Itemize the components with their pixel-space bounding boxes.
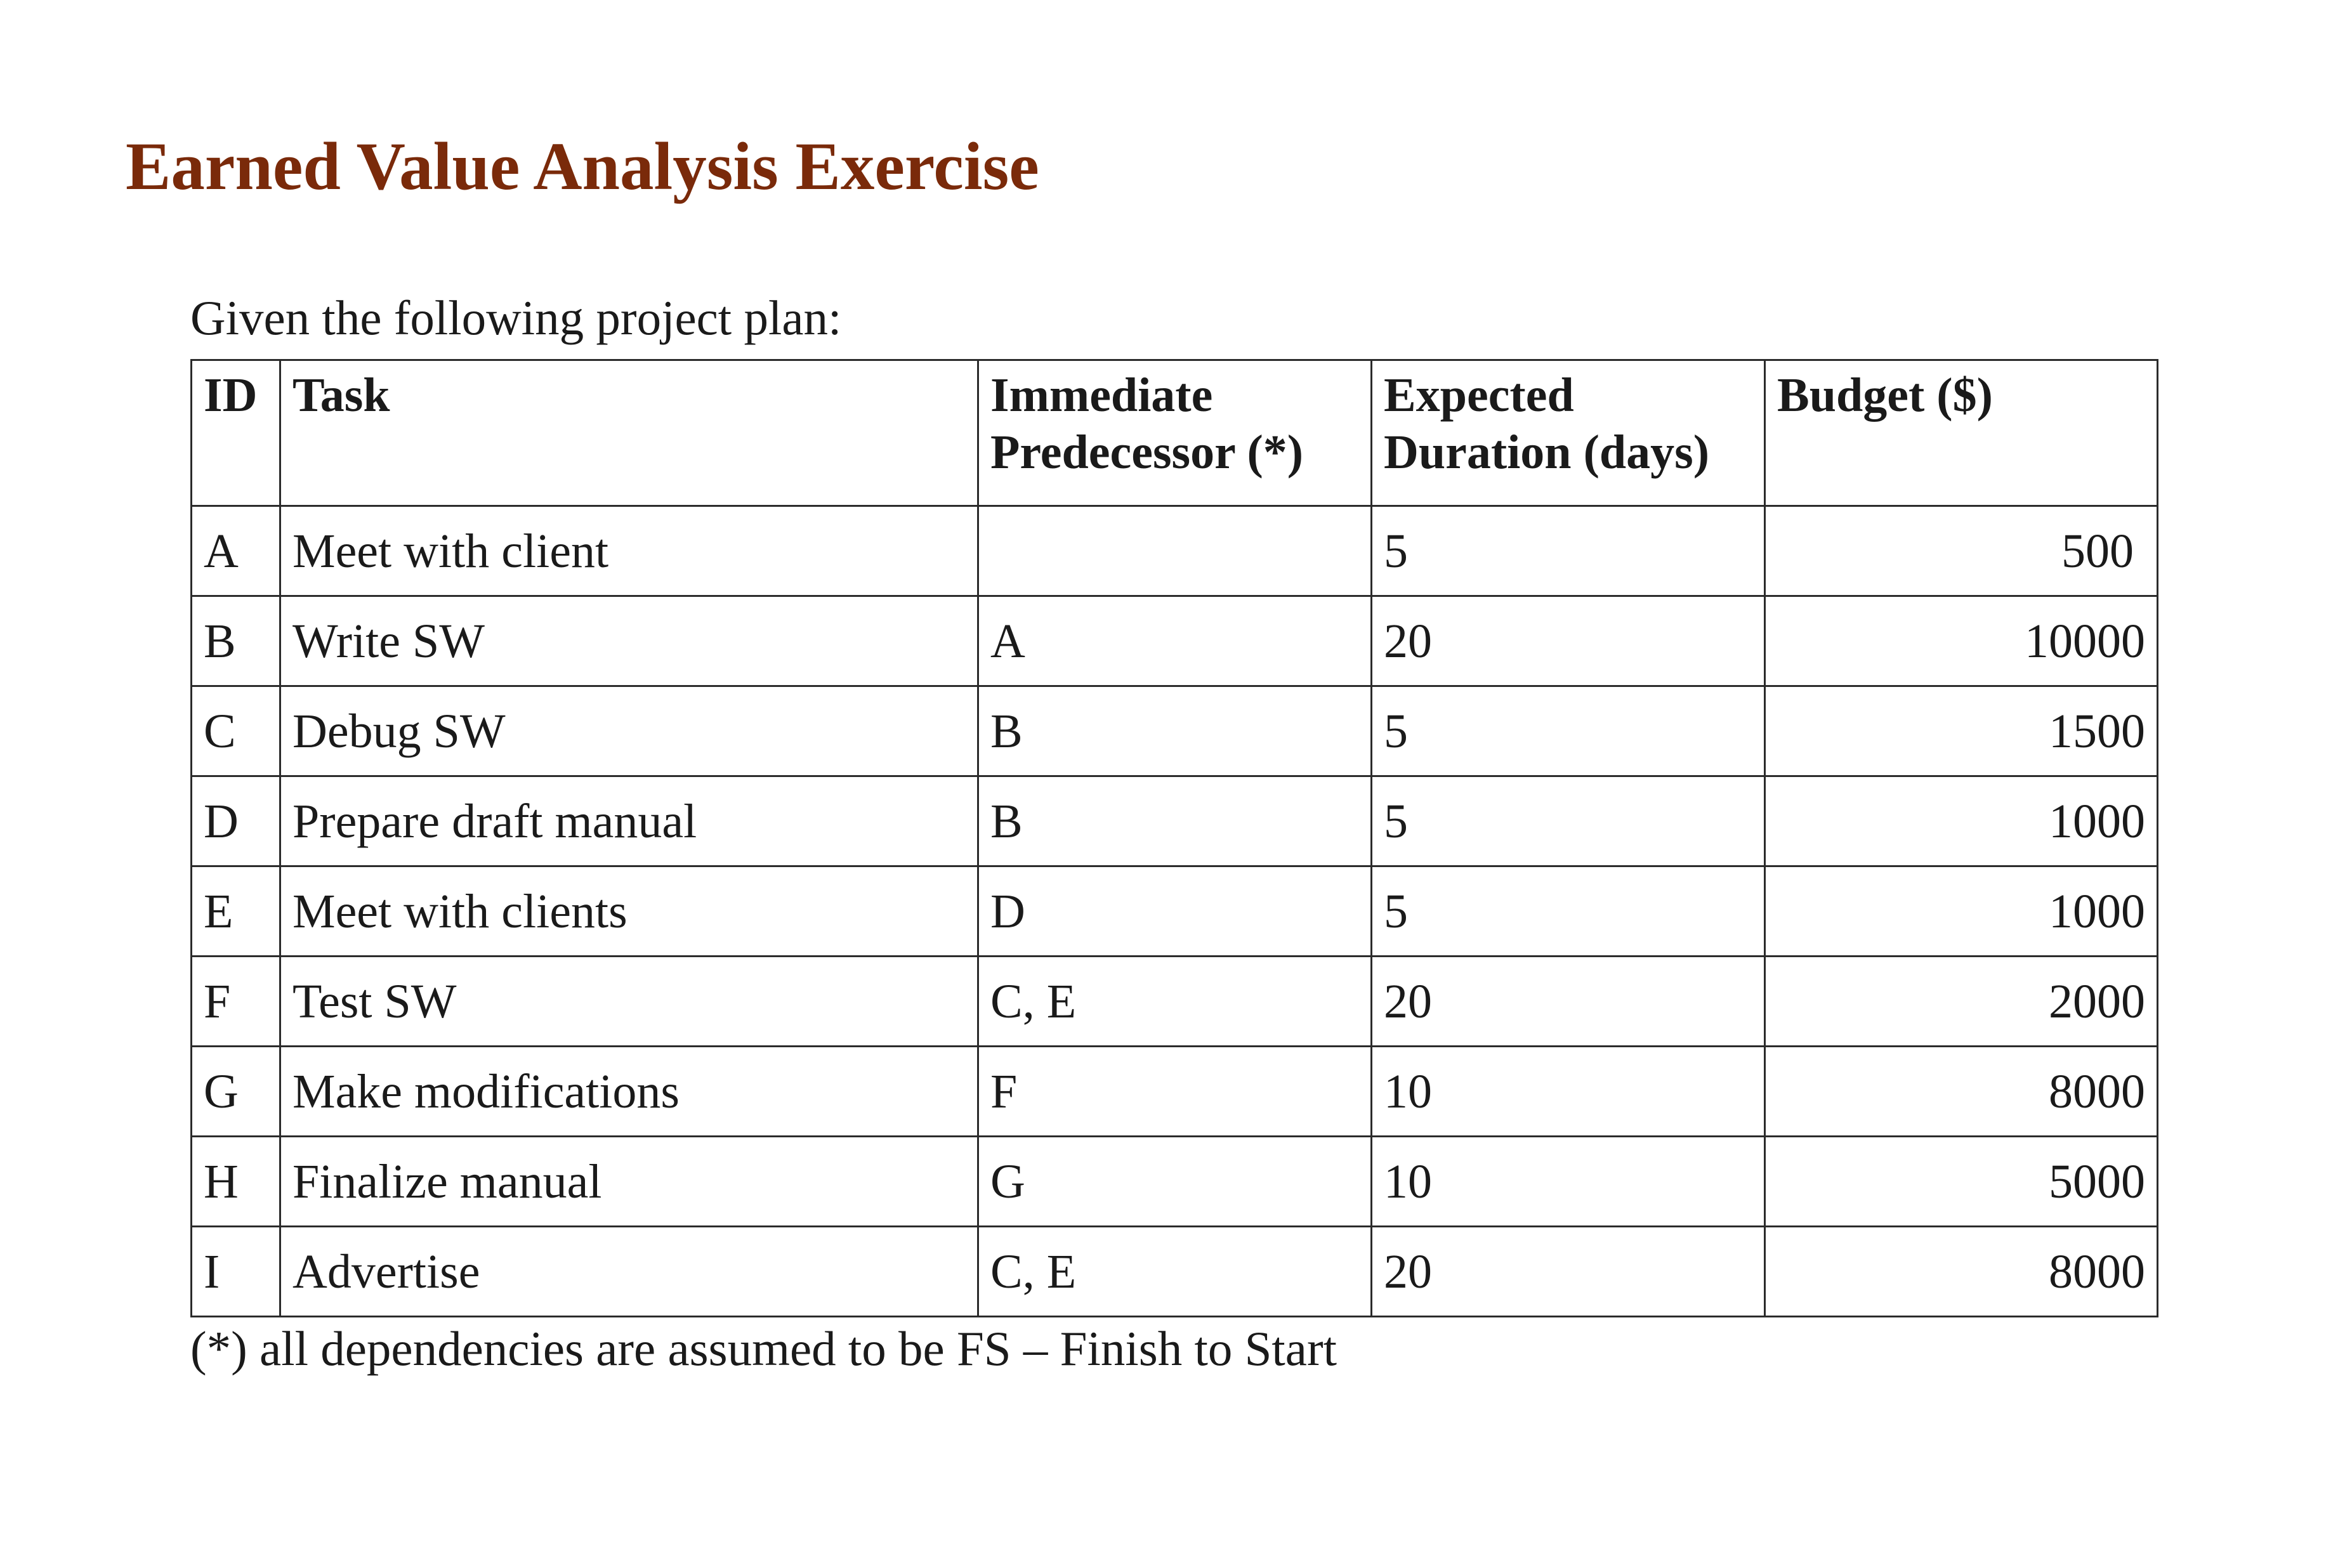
table-row bbox=[192, 506, 2158, 596]
cell-task: Make modifications bbox=[280, 1047, 978, 1137]
header-predecessor: Immediate Predecessor (*) bbox=[978, 360, 1372, 506]
cell-task: Advertise bbox=[280, 1227, 978, 1317]
page-title: Earned Value Analysis Exercise bbox=[126, 129, 1039, 204]
header-task: Task bbox=[280, 360, 978, 506]
footnote: (*) all dependencies are assumed to be FS – Finish to Start bbox=[190, 1321, 1337, 1376]
cell-budget: 10000 bbox=[1765, 596, 2158, 686]
cell-budget: 1500 bbox=[1765, 686, 2158, 776]
project-plan-table bbox=[190, 359, 2158, 1317]
cell-task: Meet with client bbox=[280, 506, 978, 596]
table-row bbox=[192, 1047, 2158, 1137]
cell-id: G bbox=[192, 1047, 280, 1137]
cell-duration: 5 bbox=[1372, 776, 1765, 866]
table-row bbox=[192, 866, 2158, 957]
cell-id: C bbox=[192, 686, 280, 776]
cell-task: Write SW bbox=[280, 596, 978, 686]
cell-budget: 1000 bbox=[1765, 776, 2158, 866]
cell-budget: 1000 bbox=[1765, 866, 2158, 957]
table-row bbox=[192, 1227, 2158, 1317]
cell-duration: 5 bbox=[1372, 506, 1765, 596]
header-id: ID bbox=[192, 360, 280, 506]
cell-predecessor: B bbox=[978, 686, 1372, 776]
cell-duration: 5 bbox=[1372, 686, 1765, 776]
table-row bbox=[192, 957, 2158, 1047]
cell-task: Debug SW bbox=[280, 686, 978, 776]
table-header-row bbox=[192, 360, 2158, 506]
cell-predecessor bbox=[978, 506, 1372, 596]
cell-task: Prepare draft manual bbox=[280, 776, 978, 866]
cell-duration: 10 bbox=[1372, 1137, 1765, 1227]
cell-budget: 8000 bbox=[1765, 1047, 2158, 1137]
cell-id: I bbox=[192, 1227, 280, 1317]
header-budget: Budget ($) bbox=[1765, 360, 2158, 506]
cell-task: Test SW bbox=[280, 957, 978, 1047]
cell-budget: 500 bbox=[1765, 506, 2158, 596]
cell-predecessor: G bbox=[978, 1137, 1372, 1227]
cell-duration: 20 bbox=[1372, 1227, 1765, 1317]
cell-duration: 20 bbox=[1372, 596, 1765, 686]
cell-predecessor: D bbox=[978, 866, 1372, 957]
cell-predecessor: F bbox=[978, 1047, 1372, 1137]
cell-duration: 5 bbox=[1372, 866, 1765, 957]
header-duration: Expected Duration (days) bbox=[1372, 360, 1765, 506]
cell-predecessor: B bbox=[978, 776, 1372, 866]
cell-budget: 8000 bbox=[1765, 1227, 2158, 1317]
cell-id: A bbox=[192, 506, 280, 596]
cell-id: H bbox=[192, 1137, 280, 1227]
table-row bbox=[192, 596, 2158, 686]
cell-duration: 10 bbox=[1372, 1047, 1765, 1137]
cell-id: B bbox=[192, 596, 280, 686]
cell-id: F bbox=[192, 957, 280, 1047]
cell-budget: 2000 bbox=[1765, 957, 2158, 1047]
cell-duration: 20 bbox=[1372, 957, 1765, 1047]
table-row bbox=[192, 1137, 2158, 1227]
cell-predecessor: A bbox=[978, 596, 1372, 686]
table-row bbox=[192, 686, 2158, 776]
cell-task: Finalize manual bbox=[280, 1137, 978, 1227]
cell-id: E bbox=[192, 866, 280, 957]
cell-predecessor: C, E bbox=[978, 1227, 1372, 1317]
cell-budget: 5000 bbox=[1765, 1137, 2158, 1227]
cell-predecessor: C, E bbox=[978, 957, 1372, 1047]
intro-text: Given the following project plan: bbox=[190, 291, 842, 345]
cell-id: D bbox=[192, 776, 280, 866]
cell-task: Meet with clients bbox=[280, 866, 978, 957]
table-row bbox=[192, 776, 2158, 866]
